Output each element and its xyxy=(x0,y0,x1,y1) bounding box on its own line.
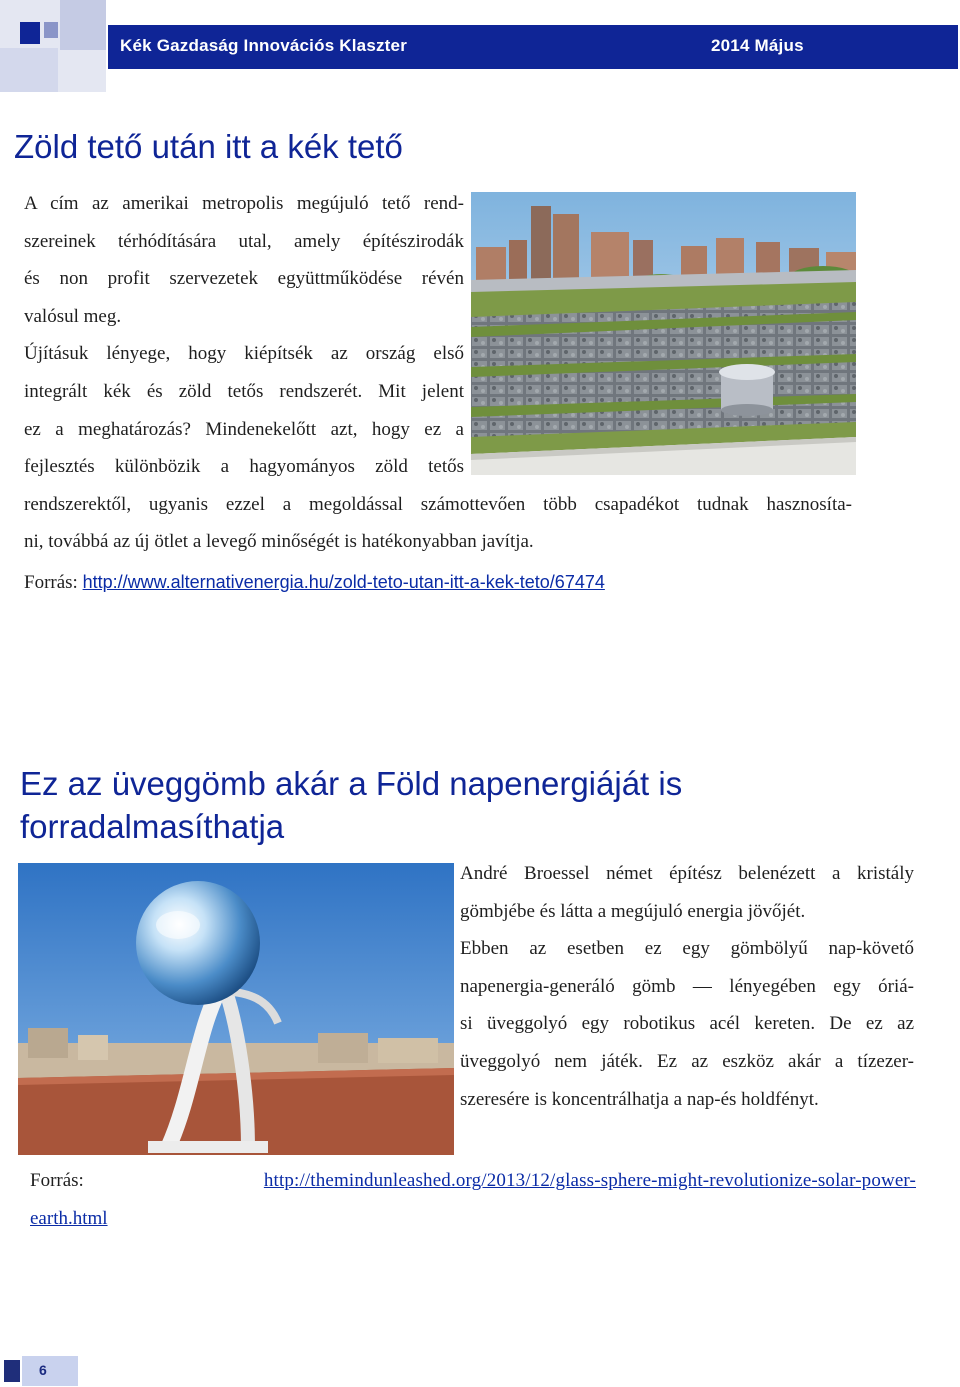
article2-line: napenergia-generáló gömb — lényegében egy óriá- xyxy=(460,975,914,997)
article2-line: Ebben az esetben ez egy gömbölyű nap-követő xyxy=(460,938,914,960)
article2-line: André Broessel német építész belenézett a kristály xyxy=(460,863,914,884)
article2-source-link-continued[interactable]: earth.html xyxy=(30,1208,108,1229)
article2-line: szeresére is koncentrálhatja a nap-és holdfényt. xyxy=(460,1088,819,1110)
article1-line: A cím az amerikai metropolis megújuló tető rend- xyxy=(24,193,464,214)
article1-line: ez a meghatározás? Mindenekelőtt azt, hogy ez a xyxy=(24,418,464,440)
footer-decoration-dark xyxy=(4,1360,20,1382)
article1-line: szereinek térhódítására utal, amely építészirodák xyxy=(24,230,464,252)
article2-source xyxy=(30,1162,916,1238)
article2-body xyxy=(460,855,914,1118)
page-number: 6 xyxy=(39,1362,47,1378)
glass-sphere-photo xyxy=(18,863,454,1155)
article2-line: üveggolyó nem játék. Ez az eszköz akár a tízezer- xyxy=(460,1050,914,1072)
article1-line: rendszerektől, ugyanis ezzel a megoldással számottevően több csapadékot tudnak hasznosíta- xyxy=(24,493,852,515)
footer-decoration xyxy=(22,1356,78,1386)
article1-line: valósul meg. xyxy=(24,305,122,327)
header-decoration xyxy=(0,0,108,92)
article1-line: fejlesztés különbözik a hagyományos zöld tetős xyxy=(24,456,464,478)
article2-line: si üveggolyó egy robotikus acél kereten. De ez az xyxy=(460,1013,914,1035)
header-title: Kék Gazdaság Innovációs Klaszter xyxy=(120,36,408,55)
article2-source-link[interactable]: http://themindunleashed.org/2013/12/glass-sphere-might-revolutionize-solar-power- xyxy=(263,1170,916,1191)
article1-source-link[interactable]: http://www.alternativenergia.hu/zold-teto-utan-itt-a-kek-teto/67474 xyxy=(82,572,605,592)
source-label: Forrás: xyxy=(24,572,78,593)
source-label: Forrás: xyxy=(30,1170,84,1191)
header-date: 2014 Május xyxy=(711,36,804,55)
article1-line: Újításuk lényege, hogy kiépítsék az ország első xyxy=(24,343,464,365)
article1-line: integrált kék és zöld tetős rendszerét. Mit jelent xyxy=(24,380,464,402)
article1-title: Zöld tető után itt a kék tető xyxy=(14,128,403,165)
article2-line: gömbjébe és látta a megújuló energia jövőjét. xyxy=(460,900,806,922)
article1-source xyxy=(24,568,605,597)
article1-body xyxy=(24,185,852,561)
article1-line: és non profit szervezetek együttműködése révén xyxy=(24,268,464,290)
article2-title: Ez az üveggömb akár a Föld napenergiáját is forradalmasíthatja xyxy=(20,765,683,845)
article1-line: ni, továbbá az új ötlet a levegő minőségét is hatékonyabban javítja. xyxy=(24,531,534,553)
